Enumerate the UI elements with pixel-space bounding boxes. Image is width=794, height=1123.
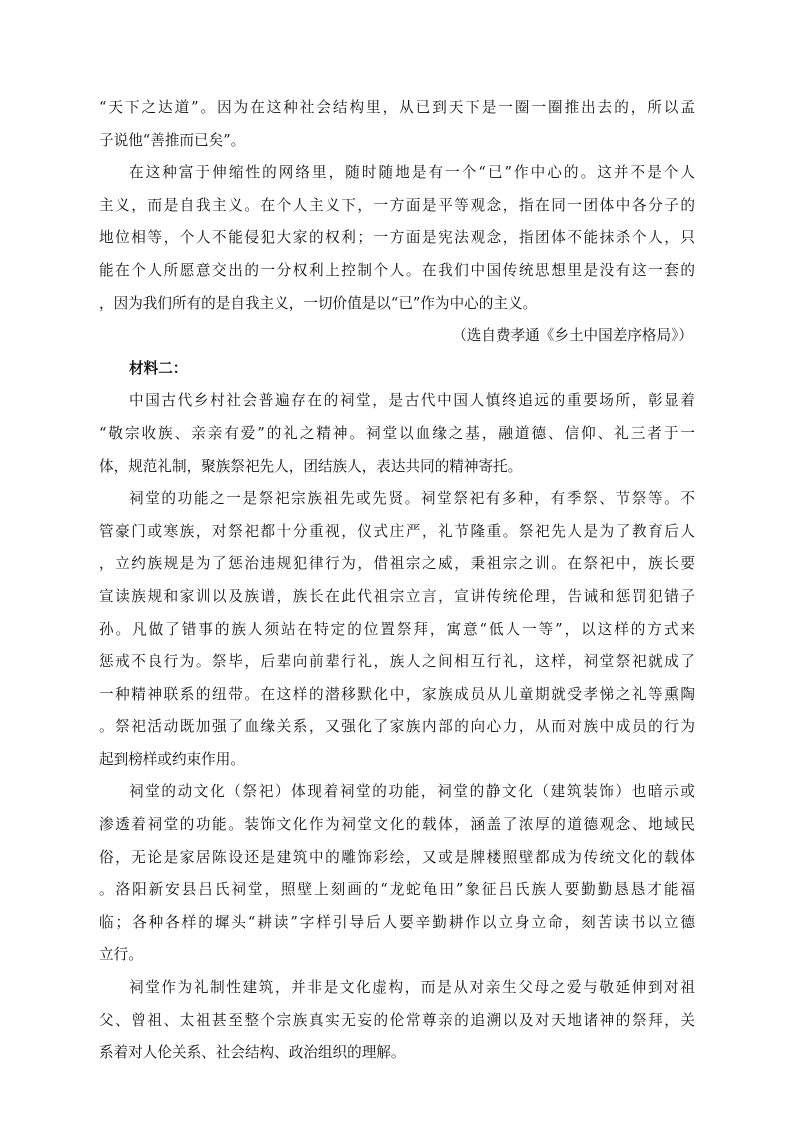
section-heading: 材料二：	[129, 359, 188, 377]
text-line: 主义，而是自我主义。在个人主义下，一方面是平等观念，指在同一团体中各分子的	[99, 196, 695, 214]
paragraph-4	[99, 483, 695, 776]
text-line: 父、曾祖、太祖甚至整个宗族真实无妄的伦常尊亲的追溯以及对天地诸神的祭拜，关	[99, 1011, 695, 1029]
text-line: 管豪门或寒族，对祭祀都十分重视，仪式庄严，礼节隆重。祭祀先人是为了教育后人	[99, 522, 695, 540]
text-line: 立行。	[99, 946, 143, 964]
text-line: 体，规范礼制，聚族祭祀先人，团结族人，表达共同的精神寄托。	[99, 457, 523, 475]
source-citation: （选自费孝通《乡土中国差序格局》）	[452, 327, 693, 345]
text-line: 一种精神联系的纽带。在这样的潜移默化中，家族成员从儿童期就受孝悌之礼等熏陶	[99, 685, 695, 703]
text-line: 宣读族规和家训以及族谱，族长在此代祖宗立言，宣讲传统伦理，告诫和惩罚犯错子	[99, 587, 695, 605]
paragraph-5	[99, 776, 695, 972]
text-line: 临；各种各样的墀头“耕读”字样引导后人要辛勤耕作以立身立命，刻苦读书以立德	[99, 913, 695, 931]
text-line: 中国古代乡村社会普遍存在的祠堂，是古代中国人慎终追远的重要场所，彰显着	[129, 392, 695, 410]
text-line: 祠堂的动文化（祭祀）体现着祠堂的功能，祠堂的静文化（建筑装饰）也暗示或	[129, 783, 695, 801]
paragraph-3	[99, 385, 695, 483]
text-line: 起到榜样或约束作用。	[99, 750, 245, 768]
paragraph-1	[99, 92, 695, 157]
text-line: 。洛阳新安县吕氏祠堂，照壁上刻画的“龙蛇龟田”象征吕氏族人要勤勤恳恳才能福	[99, 881, 695, 899]
document-page	[99, 92, 695, 1070]
text-line: 祠堂的功能之一是祭祀宗族祖先或先贤。祠堂祭祀有多种，有季祭、节祭等。不	[129, 490, 695, 508]
paragraph-6	[99, 972, 695, 1070]
text-line: 地位相等，个人不能侵犯大家的权利；一方面是宪法观念，指团体不能抹杀个人，只	[99, 229, 695, 247]
text-line: 俗，无论是家居陈设还是建筑中的雕饰彩绘，又或是牌楼照壁都成为传统文化的载体	[99, 848, 695, 866]
text-line: ，立约族规是为了惩治违规犯律行为，借祖宗之威，秉祖宗之训。在祭祀中，族长要	[99, 555, 695, 573]
text-line: 。祭祀活动既加强了血缘关系，又强化了家族内部的向心力，从而对族中成员的行为	[99, 718, 695, 736]
paragraph-2	[99, 157, 695, 320]
text-line: 祠堂作为礼制性建筑，并非是文化虚构，而是从对亲生父母之爱与敬延伸到对祖	[129, 979, 695, 997]
text-line: 系着对人伦关系、社会结构、政治组织的理解。	[99, 1044, 406, 1062]
text-line: ，因为我们所有的是自我主义，一切价值是以“已”作为中心的主义。	[99, 294, 538, 312]
text-line: 子说他“善推而已矣”。	[99, 131, 246, 149]
text-line: 孙。凡做了错事的族人须站在特定的位置祭拜，寓意“低人一等”，以这样的方式来	[99, 620, 695, 638]
text-line: “敬宗收族、亲亲有爱”的礼之精神。祠堂以血缘之基，融道德、信仰、礼三者于一	[99, 424, 695, 442]
text-line: 能在个人所愿意交出的一分权利上控制个人。在我们中国传统思想里是没有这一套的	[99, 261, 695, 279]
text-line: 渗透着祠堂的功能。装饰文化作为祠堂文化的载体，涵盖了浓厚的道德观念、地域民	[99, 816, 695, 834]
text-line: 惩戒不良行为。祭毕，后辈向前辈行礼，族人之间相互行礼，这样，祠堂祭祀就成了	[99, 653, 695, 671]
text-line: 在这种富于伸缩性的网络里，随时随地是有一个“已”作中心的。这并不是个人	[129, 164, 695, 182]
text-line: “天下之达道”。因为在这种社会结构里，从已到天下是一圈一圈推出去的，所以孟	[99, 99, 695, 116]
